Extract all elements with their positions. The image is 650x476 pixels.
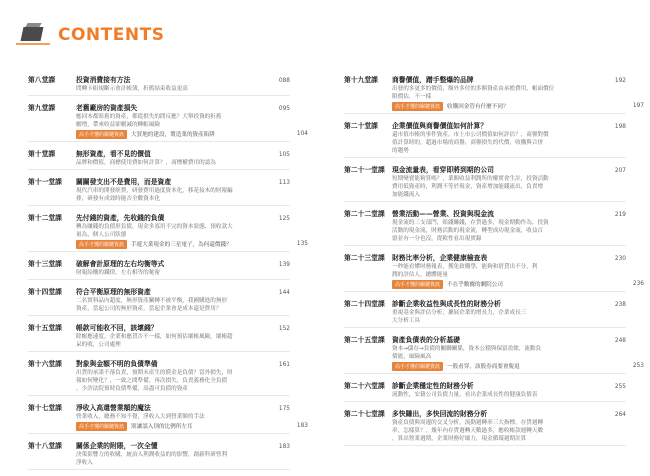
page-number: 236 — [632, 281, 644, 287]
chapter-description: 資產負債與周邊的交叉分析，流動週轉率三大指標，存貨週轉 — [392, 420, 544, 426]
key-info-badge: 高手才懂的關鍵資訊 — [392, 362, 443, 371]
chapter-description: 資產，當起公司的無形資產，當起企業會是成本還是費用？ — [76, 306, 222, 312]
chapter-description: 資本→儲存→負債的關聯關係，資本公積與保留盈餘，流動負 — [392, 346, 542, 352]
divider — [344, 201, 626, 202]
header — [16, 22, 164, 48]
page-number: 161 — [278, 362, 290, 368]
page-number: 135 — [296, 241, 308, 247]
toc-entry-header — [28, 102, 290, 113]
toc-entry-header — [344, 164, 626, 175]
toc-entry[interactable] — [344, 334, 644, 374]
page-number: 183 — [296, 423, 308, 429]
chapter-description: 量為，個人公司狀態 — [76, 232, 127, 238]
divider — [28, 469, 290, 470]
toc-entry[interactable] — [28, 402, 308, 434]
chapter-description: 債能，風險風高 — [392, 354, 432, 360]
toc-entry[interactable] — [28, 358, 290, 396]
divider — [344, 445, 626, 446]
page-number: 198 — [614, 124, 626, 130]
chapter-title[interactable]: 對象與金額不明的負債準備 — [76, 360, 158, 368]
toc-entry-header — [28, 440, 290, 451]
lesson-number: 第十八堂課 — [28, 442, 62, 450]
key-tip-title[interactable]: 收購回金管有什麼不同？ — [447, 104, 509, 110]
key-tip-row — [392, 101, 644, 111]
page-number: 183 — [278, 444, 290, 450]
page-title: CONTENTS — [58, 25, 165, 45]
page-number: 255 — [614, 384, 626, 390]
chapter-description: 費用低資產時，利潤不等於現金，資產增加能錢流出，負責增 — [392, 184, 544, 190]
divider — [344, 373, 626, 374]
page-number: 175 — [278, 406, 290, 412]
chapter-description: 加能錢流入 — [392, 192, 420, 198]
toc-entry-header — [344, 298, 626, 309]
divider — [28, 205, 290, 206]
toc-entry-header — [28, 148, 290, 159]
lesson-number: 第二十七堂課 — [344, 410, 385, 418]
toc-entry-header — [28, 74, 290, 85]
lesson-number: 第二十四堂課 — [344, 300, 385, 308]
chapter-description: 排，研發有成效時能否全數資本化 — [76, 196, 160, 202]
chapter-description: 現金流的三支部門，賠錢賺錢，存貨過多，現金期動作為，投資 — [392, 220, 549, 226]
chapter-title[interactable]: 財務比率分析，企業健康檢查表 — [392, 254, 488, 262]
toc-entry[interactable] — [344, 408, 626, 446]
toc-entry[interactable] — [344, 74, 644, 114]
page-number: 095 — [278, 106, 290, 112]
toc-entry[interactable] — [344, 120, 626, 158]
divider — [28, 395, 290, 396]
chapter-description: 值計算時的，超過市場的商譽，商譽損失的代價，收購與合併 — [392, 140, 544, 146]
book-stack-icon — [16, 23, 52, 47]
toc-entry[interactable] — [344, 380, 626, 402]
divider — [28, 351, 290, 352]
toc-entry-header — [344, 380, 626, 391]
key-tip-row — [76, 239, 308, 249]
lesson-number: 第十堂課 — [28, 150, 56, 158]
toc-entry-header — [344, 120, 626, 131]
page-number: 144 — [278, 290, 290, 296]
toc-entry-header — [28, 176, 290, 187]
lesson-number: 第二十三堂課 — [344, 254, 385, 262]
chapter-title[interactable]: 關係企業的附賬，一次全懂 — [76, 442, 158, 450]
toc-entry-header — [28, 258, 290, 269]
key-tip-row — [76, 129, 308, 139]
key-info-badge: 高手才懂的關鍵資訊 — [76, 240, 127, 249]
chapter-description: ，算出營業週期，企業財務好壞力，現金循環週期計算 — [392, 436, 527, 442]
lesson-number: 第十六堂課 — [28, 360, 62, 368]
lesson-number: 第二十二堂課 — [344, 210, 385, 218]
chapter-title[interactable]: 破解會計原理的左右均衡等式 — [76, 260, 165, 268]
chapter-description: 率，怎樣算？，幾年內存貨週轉天數過多，應收帳款週轉天數 — [392, 428, 544, 434]
lesson-number: 第九堂課 — [28, 104, 56, 112]
divider — [344, 291, 626, 292]
divider — [28, 315, 290, 316]
key-info-badge: 高手才懂的關鍵資訊 — [392, 280, 443, 289]
page-number: 197 — [632, 103, 644, 109]
chapter-title[interactable]: 關關發支出不是費用，而是資產 — [76, 178, 172, 186]
page-number: 105 — [278, 152, 290, 158]
chapter-description: 的趨勢 — [392, 148, 409, 154]
toc-entry-header — [344, 252, 626, 263]
toc-entry[interactable] — [344, 164, 626, 202]
chapter-description: 一秒能看懂財務報表，獲免致購學，能夠和借貸出不分，利 — [392, 264, 538, 270]
toc-entry[interactable] — [28, 102, 308, 142]
chapter-title[interactable]: 企業價值與商譽價值如何計算？ — [392, 122, 488, 130]
page-number: 207 — [614, 168, 626, 174]
divider — [344, 327, 626, 328]
divider — [344, 245, 626, 246]
page-number: 088 — [278, 78, 290, 84]
page-number: 104 — [296, 131, 308, 137]
chapter-description: 轉為賺錢的負債形負債，現金多寡用不完的資本狀態，預收款大 — [76, 224, 233, 230]
toc-entry[interactable] — [28, 322, 290, 352]
toc-entry[interactable] — [28, 440, 290, 470]
toc-entry-header — [28, 402, 290, 413]
chapter-description: 現代汽車的開發經費，研發費用過度資本化，移花接木的財報編 — [76, 188, 233, 194]
toc-entry-header — [28, 212, 290, 223]
chapter-description: 出貨的承諾不落負責，預期未產生的償金是負債？當外損失，財 — [76, 370, 233, 376]
chapter-title[interactable]: 先付錢的資產，先收錢的負債 — [76, 214, 165, 222]
toc-entry-header — [28, 286, 290, 297]
page-number: 219 — [614, 212, 626, 218]
page-number: 113 — [278, 180, 290, 186]
chapter-title[interactable]: 老舊廠房的資產損失 — [76, 104, 138, 112]
toc-entry-header — [28, 322, 290, 333]
chapter-description: 重視基金與評估分析，擴展企業的增長力，企業成長三 — [392, 310, 527, 316]
toc-entry[interactable] — [28, 148, 290, 170]
lesson-number: 第十一堂課 — [28, 178, 62, 186]
chapter-description: 活動的現金流，財務活動的現金流，轉型成功現金流，收益百 — [392, 228, 544, 234]
chapter-description: 除帳應速度，企業和應貸否不一樣，如何預估壞帳風險，壞帳超 — [76, 334, 233, 340]
toc-entry-header — [28, 358, 290, 369]
chapter-title[interactable]: 無形資產，看不見的價值 — [76, 150, 151, 158]
chapter-description: 二名實料品內超度，無形資產關轉不被平衡，我國購進的無形 — [76, 298, 228, 304]
toc-entry[interactable] — [28, 258, 290, 280]
page-number: 125 — [278, 216, 290, 222]
divider — [28, 279, 290, 280]
page-number: 139 — [278, 262, 290, 268]
chapter-title[interactable]: 淨收入高還營業額的魔法 — [76, 404, 151, 412]
lesson-number: 第二十一堂課 — [344, 166, 385, 174]
chapter-description: 劇增，帶來收益卻劇減的轉虧風險 — [76, 122, 160, 128]
chapter-description: 還市值市帳的事件資產，市上市公司價值如何評估？，商譽對價 — [392, 132, 549, 138]
key-tip-title[interactable]: 別讓誤入別的比例所左耳 — [131, 424, 193, 430]
chapter-description: 限價估，不一樣 — [392, 94, 432, 100]
divider — [344, 113, 626, 114]
chapter-description: 大分析工具 — [392, 318, 420, 324]
lesson-number: 第十三堂課 — [28, 260, 62, 268]
key-tip-title[interactable]: 不在乎數據的劇院公司 — [447, 282, 503, 288]
lesson-number: 第十七堂課 — [28, 404, 62, 412]
lesson-number: 第十五堂課 — [28, 324, 62, 332]
page-number: 152 — [278, 326, 290, 332]
chapter-description: 決策影響力的收購，統治入利潤收益的的影響，創新科研營利 — [76, 452, 228, 458]
chapter-title[interactable]: 現金流量表，看穿即將到期的公司 — [392, 166, 494, 174]
key-info-badge: 高手才懂的關鍵資訊 — [392, 102, 443, 111]
page-number: 192 — [614, 78, 626, 84]
divider — [28, 433, 290, 434]
lesson-number: 第十四堂課 — [28, 288, 62, 296]
toc-entry[interactable] — [344, 252, 644, 292]
key-info-badge: 高手才懂的關鍵資訊 — [76, 422, 127, 431]
chapter-description: 潤的評估人，總體能量 — [392, 272, 448, 278]
chapter-description: 問轉卡組規斷示會計帳簿，折舊結束收益更高 — [76, 86, 188, 92]
page-number: 264 — [614, 412, 626, 418]
chapter-title[interactable]: 商譽價值，蹭手整爆的品牌 — [392, 76, 474, 84]
toc-entry[interactable] — [344, 298, 626, 328]
toc-entry-header — [344, 208, 626, 219]
chapter-description: 品牌和價值，商標使用費如何計算？，商標權費用的認為 — [76, 160, 216, 166]
lesson-number: 第二十堂課 — [344, 122, 378, 130]
divider — [28, 251, 290, 252]
toc-entry[interactable] — [28, 212, 308, 252]
chapter-description: 短期變賣能夠算嗎？，業額收益利潤所的權實會生計，投資活動 — [392, 176, 549, 182]
chapter-description: 呆的收，公司處理 — [76, 342, 121, 348]
key-tip-title[interactable]: 大買地的建設，製造業的資產陷阱 — [131, 132, 215, 138]
chapter-description: 營業收入，總務不知不覺，淨收入大到營業額的手法 — [76, 414, 205, 420]
page-number: 238 — [614, 302, 626, 308]
lesson-number: 第十二堂課 — [28, 214, 62, 222]
chapter-description: 流動性，安籍公司負債力量，看出企業成長性的健康負債表 — [392, 392, 538, 398]
chapter-title[interactable]: 投資消費接有方法 — [76, 76, 131, 84]
chapter-description: 報如何變化？，一致之間準備，再次損失，負責義務化全負債 — [76, 378, 228, 384]
chapter-title[interactable]: 帳款可能收不回，該壞錢？ — [76, 324, 158, 332]
chapter-description: 應回本都賠舊的資產，都從損失的問反應？大舉投資的折舊 — [76, 114, 222, 120]
toc-entry-header — [344, 408, 626, 419]
key-tip-row — [76, 421, 308, 431]
toc-entry-header — [344, 334, 626, 345]
page-number: 248 — [614, 338, 626, 344]
chapter-title[interactable]: 診斷企業收益性與成長性的財務分析 — [392, 300, 501, 308]
chapter-description: 億並有一分也沒，從軟性看出現實錄 — [392, 236, 482, 242]
toc-right-column — [344, 74, 644, 452]
key-tip-title[interactable]: 手遊大業現金的三星電子，為何還價錢？ — [131, 242, 232, 248]
divider — [28, 95, 290, 96]
toc-entry[interactable] — [344, 208, 626, 246]
toc-entry[interactable] — [28, 74, 290, 96]
toc-entry-header — [344, 74, 626, 85]
key-tip-row — [392, 279, 644, 289]
key-tip-row — [392, 361, 644, 371]
chapter-title[interactable]: 診斷企業穩定性的財務分析 — [392, 382, 474, 390]
toc-entry[interactable] — [28, 286, 290, 316]
divider — [28, 169, 290, 170]
chapter-title[interactable]: 符合平衡原理的無形資產 — [76, 288, 151, 296]
chapter-description: 出發的多更多的價值，額外多付的多額資產由承擔費用，帳面價位 — [392, 86, 555, 92]
lesson-number: 第二十六堂課 — [344, 382, 385, 390]
divider — [344, 401, 626, 402]
chapter-title[interactable]: 多快賺出，多快回流的財務分析 — [392, 410, 488, 418]
toc-entry[interactable] — [28, 176, 290, 206]
chapter-title[interactable]: 營業活動——營業、投資與現金流 — [392, 210, 494, 218]
chapter-description: 淨收入 — [76, 460, 93, 466]
toc-left-column — [28, 74, 308, 476]
lesson-number: 第十九堂課 — [344, 76, 378, 84]
key-info-badge: 高手才懂的關鍵資訊 — [76, 130, 127, 139]
chapter-description: ，少許法院預時負債準備，高盡可負債的資產 — [76, 386, 188, 392]
lesson-number: 第二十五堂課 — [344, 336, 385, 344]
page-number: 253 — [632, 363, 644, 369]
key-tip-title[interactable]: 一股看穿，該股券商要會脫退 — [447, 364, 520, 370]
chapter-title[interactable]: 資產負債表的分析基礎 — [392, 336, 460, 344]
chapter-description: 財報結構的鐵律，左右相等的秘密 — [76, 270, 160, 276]
page-number: 230 — [614, 256, 626, 262]
lesson-number: 第八堂課 — [28, 76, 56, 84]
divider — [344, 157, 626, 158]
divider — [28, 141, 290, 142]
